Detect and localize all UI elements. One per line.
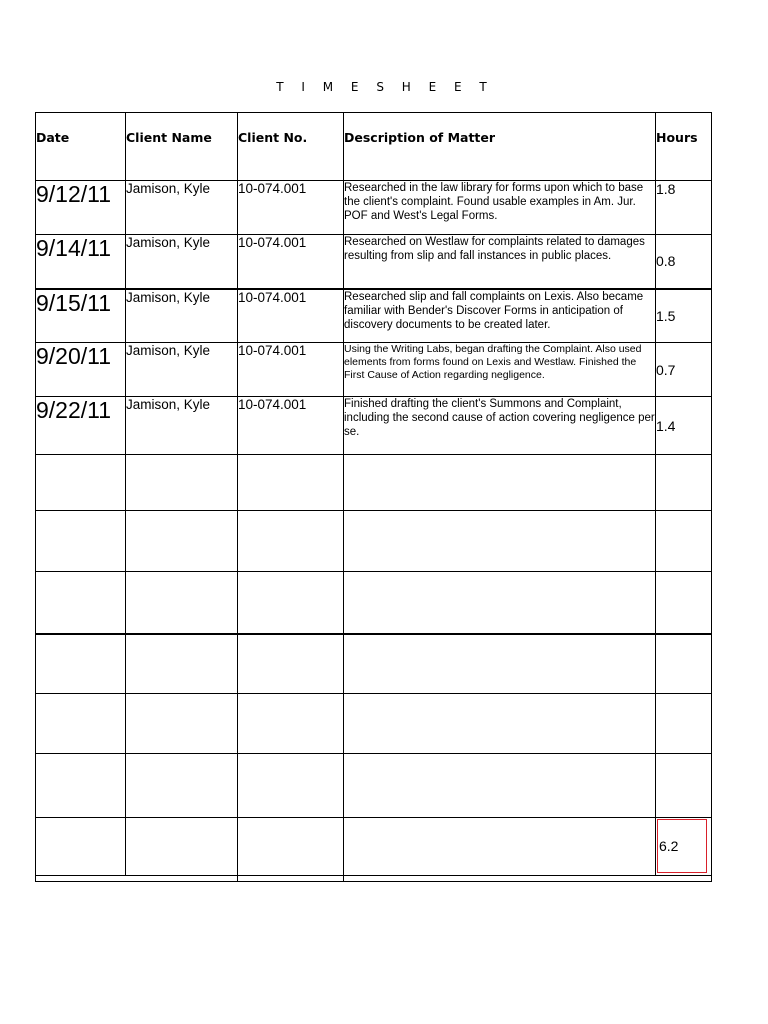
entry-client-no: 10-074.001: [238, 289, 344, 343]
time-sheet-table: [35, 112, 712, 882]
header-row: [36, 113, 712, 181]
empty-cell: [344, 818, 656, 876]
empty-row: [36, 754, 712, 818]
empty-cell: [238, 511, 344, 572]
empty-row: [36, 572, 712, 634]
empty-cell: [238, 694, 344, 754]
table-row: [36, 235, 712, 289]
entry-hours: 1.4: [656, 397, 712, 455]
empty-row: [36, 694, 712, 754]
entry-date: 9/14/11: [36, 235, 126, 289]
bottom-strip-row: [36, 876, 712, 882]
empty-cell: [238, 754, 344, 818]
page-title: T I M E S H E E T: [276, 80, 494, 94]
empty-cell: [126, 694, 238, 754]
empty-cell: [36, 455, 126, 511]
empty-cell: [36, 572, 126, 634]
empty-cell: [36, 694, 126, 754]
table-row: [36, 289, 712, 343]
client-no-header: Client No.: [238, 113, 344, 181]
entry-client-name: Jamison, Kyle: [126, 343, 238, 397]
empty-cell: [238, 634, 344, 694]
empty-cell: [656, 694, 712, 754]
total-hours: 6.2: [657, 819, 707, 873]
empty-cell: [126, 455, 238, 511]
empty-cell: [344, 694, 656, 754]
empty-cell: [126, 572, 238, 634]
empty-cell: [36, 876, 126, 882]
empty-cell: [36, 818, 126, 876]
description-header: Description of Matter: [344, 113, 656, 181]
empty-cell: [656, 511, 712, 572]
empty-cell: [126, 634, 238, 694]
entry-date: 9/15/11: [36, 289, 126, 343]
empty-cell: [238, 455, 344, 511]
empty-cell: [656, 634, 712, 694]
entry-hours: 1.8: [656, 181, 712, 235]
empty-cell: [344, 572, 656, 634]
entry-description: Researched in the law library for forms upon which to base the client's complaint. Found usable examples in Am. Jur. POF and West's Legal Forms.: [344, 181, 656, 235]
empty-cell: [656, 754, 712, 818]
entry-client-name: Jamison, Kyle: [126, 181, 238, 235]
entry-client-no: 10-074.001: [238, 235, 344, 289]
entry-client-no: 10-074.001: [238, 343, 344, 397]
empty-row: [36, 455, 712, 511]
empty-cell: [656, 572, 712, 634]
empty-cell: [656, 455, 712, 511]
empty-cell: [126, 754, 238, 818]
empty-cell: [36, 754, 126, 818]
entry-date: 9/22/11: [36, 397, 126, 455]
date-header: Date: [36, 113, 126, 181]
client-name-header: Client Name: [126, 113, 238, 181]
empty-cell: [126, 876, 238, 882]
entry-client-name: Jamison, Kyle: [126, 397, 238, 455]
entry-date: 9/20/11: [36, 343, 126, 397]
empty-cell: [36, 634, 126, 694]
hours-header: Hours: [656, 113, 712, 181]
empty-cell: [344, 876, 656, 882]
entry-description: Researched on Westlaw for complaints related to damages resulting from slip and fall instances in public places.: [344, 235, 656, 289]
entry-client-no: 10-074.001: [238, 397, 344, 455]
empty-cell: [344, 634, 656, 694]
empty-cell: [656, 876, 712, 882]
entry-description: Using the Writing Labs, began drafting the Complaint. Also used elements from forms found on Lexis and Westlaw. Finished the First Cause of Action regarding negligence.: [344, 343, 656, 397]
entry-hours: 0.8: [656, 235, 712, 289]
empty-cell: [344, 511, 656, 572]
table-row: [36, 397, 712, 455]
table-row: [36, 181, 712, 235]
empty-cell: [36, 511, 126, 572]
entry-hours: 1.5: [656, 289, 712, 343]
empty-row: [36, 634, 712, 694]
total-hours-cell: [656, 818, 712, 876]
empty-cell: [238, 572, 344, 634]
empty-cell: [238, 818, 344, 876]
entry-description: Researched slip and fall complaints on Lexis. Also became familiar with Bender's Discover Forms in anticipation of discovery documents to be created later.: [344, 289, 656, 343]
entry-client-name: Jamison, Kyle: [126, 235, 238, 289]
table-row: [36, 343, 712, 397]
empty-cell: [238, 876, 344, 882]
empty-row: [36, 511, 712, 572]
empty-cell: [126, 511, 238, 572]
entry-description: Finished drafting the client's Summons and Complaint, including the second cause of action covering negligence per se.: [344, 397, 656, 455]
empty-cell: [344, 754, 656, 818]
total-row: [36, 818, 712, 876]
entry-client-name: Jamison, Kyle: [126, 289, 238, 343]
entry-date: 9/12/11: [36, 181, 126, 235]
entry-hours: 0.7: [656, 343, 712, 397]
empty-cell: [344, 455, 656, 511]
entry-client-no: 10-074.001: [238, 181, 344, 235]
empty-cell: [126, 818, 238, 876]
